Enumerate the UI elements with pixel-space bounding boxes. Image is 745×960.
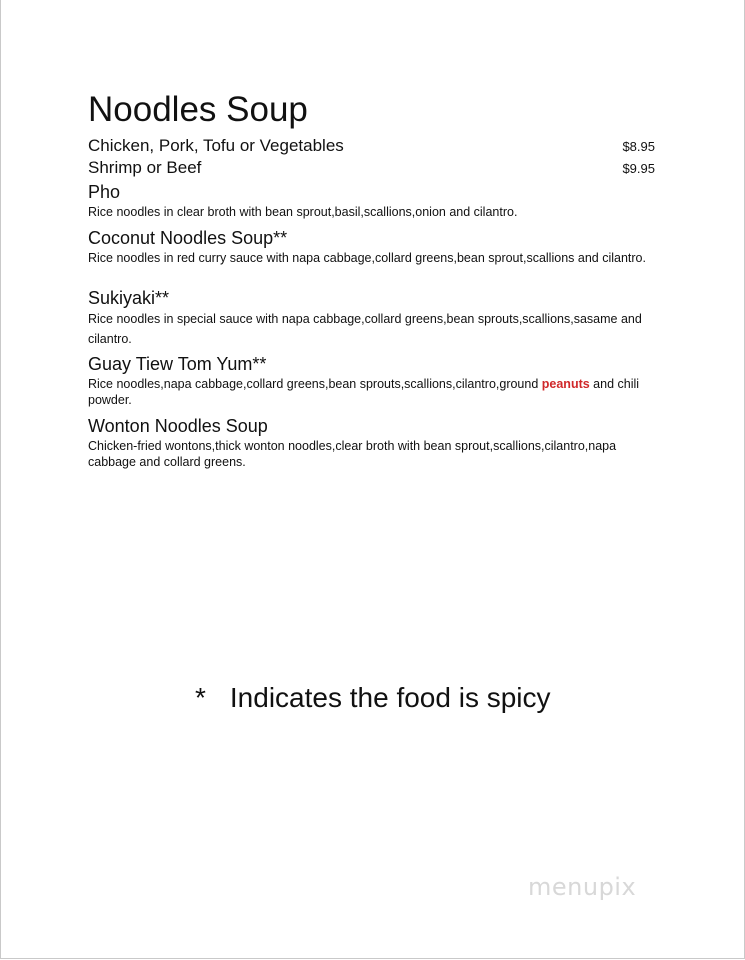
menupix-watermark: menupix [528,873,637,901]
footnote-text: Indicates the food is spicy [229,682,551,713]
price-row-chicken-pork-tofu-veg [88,135,655,157]
menu-item-pho [88,181,658,220]
menu-item-description: Chicken-fried wontons,thick wonton noodles,clear broth with bean sprout,scallions,cilantro,napa cabbage and collard greens. [88,439,617,469]
price-row-price: $9.95 [622,161,655,176]
menu-item-description [88,376,658,408]
price-row-label: Shrimp or Beef [88,158,202,177]
menu-item-coconut-noodles-soup [88,227,658,266]
menu-item-name: Pho [88,182,121,202]
menu-section-title: Noodles Soup [88,90,308,129]
menu-item-sukiyaki [88,287,658,349]
footnote-symbol: * [195,682,206,713]
menu-item-wonton-noodles-soup [88,415,658,470]
menu-item-description: Rice noodles in special sauce with napa cabbage,collard greens,bean sprouts,scallions,sasame and cilantro. [88,312,642,346]
menu-item-name: Wonton Noodles Soup [88,416,268,436]
description-text: and chili powder. [88,377,640,407]
menu-item-name: Coconut Noodles Soup** [88,228,288,248]
menu-item-guay-tiew-tom-yum [88,353,658,408]
price-row-shrimp-beef [88,157,655,179]
spicy-footnote [195,680,551,716]
allergen-highlight: peanuts [541,377,590,391]
price-row-price: $8.95 [622,139,655,154]
price-row-label: Chicken, Pork, Tofu or Vegetables [88,136,344,155]
menu-item-description: Rice noodles in red curry sauce with napa cabbage,collard greens,bean sprout,scallions and cilantro. [88,251,646,265]
menu-item-name: Sukiyaki** [88,288,170,308]
menu-item-description: Rice noodles in clear broth with bean sprout,basil,scallions,onion and cilantro. [88,205,518,219]
description-text: Rice noodles,napa cabbage,collard greens,bean sprouts,scallions,cilantro,ground [88,377,542,391]
menu-item-name: Guay Tiew Tom Yum** [88,354,267,374]
